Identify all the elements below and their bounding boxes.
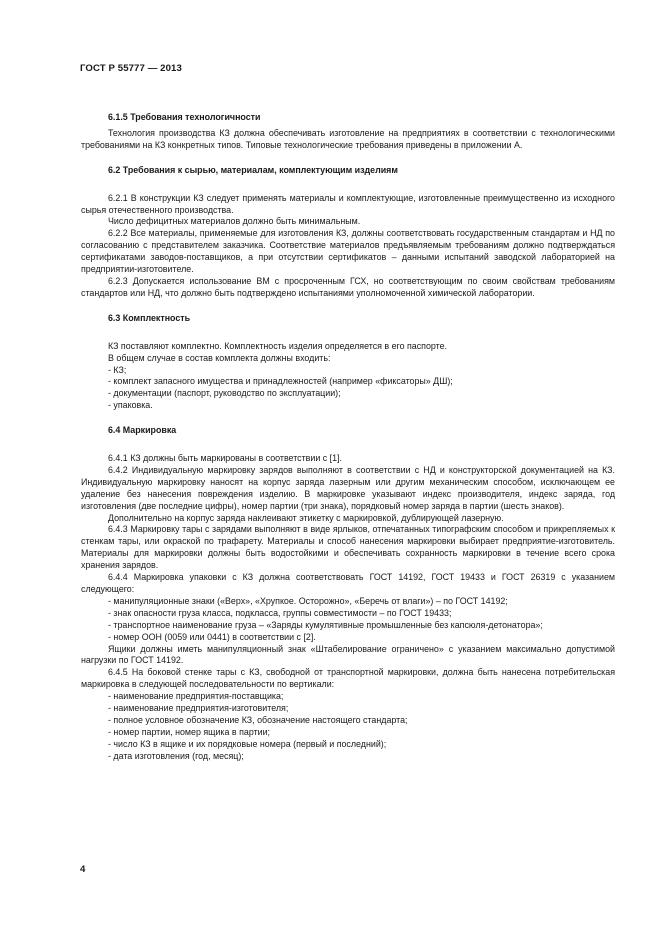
list-item: - КЗ;: [108, 364, 127, 375]
paragraph: 6.2.3 Допускается использование ВМ с просроченным ГСХ, но соответствующим по своим свойствам требованиям стандартов или НД, что должно быть подтверждено испытаниями уполномоченной химической лаборатории.: [81, 275, 615, 298]
paragraph: 6.2.2 Все материалы, применяемые для изготовления КЗ, должны соответствовать государственным стандартам и НД по согласованию с представителем заказчика. Соответствие материалов предъявляемым требованиям должно подтверждаться сертификатами заводов-поставщиков, а при отсутствии сертификатов – данными испытаний заводской лабораторией на предприятии-изготовителе.: [81, 228, 615, 275]
paragraph: Технология производства КЗ должна обеспечивать изготовление на предприятиях в соответствии с технологическими требованиями на КЗ конкретных типов. Типовые технологические требования приведены в приложении А.: [81, 127, 615, 150]
list-item: - наименование предприятия-поставщика;: [108, 691, 284, 702]
paragraph: 6.4.3 Маркировку тары с зарядами выполняют в виде ярлыков, отпечатанных типографским способом и прикрепляемых к стенкам тары, или окраской по трафарету. Материалы и способ нанесения маркировки выбирает предприятие-изготовитель. Материалы для маркировки должны быть водостойкими и обеспечивать сохранность маркировки в течение всего срока хранения зарядов.: [81, 524, 615, 571]
list-item: - число КЗ в ящике и их порядковые номера (первый и последний);: [108, 738, 387, 749]
paragraph: Число дефицитных материалов должно быть минимальным.: [108, 216, 361, 227]
paragraph: КЗ поставляют комплектно. Комплектность изделия определяется в его паспорте.: [108, 340, 448, 351]
paragraph: 6.4.5 На боковой стенке тары с КЗ, свободной от транспортной маркировки, должна быть нанесена потребительская маркировка в следующей последовательности по вертикали:: [81, 667, 615, 690]
list-item: - упаковка.: [108, 400, 153, 411]
list-item: - документации (паспорт, руководство по эксплуатации);: [108, 388, 341, 399]
list-item: - номер ООН (0059 или 0441) в соответствии с [2].: [108, 631, 316, 642]
paragraph: 6.4.1 КЗ должны быть маркированы в соответствии с [1].: [108, 453, 342, 464]
list-item: - номер партии, номер ящика в партии;: [108, 726, 271, 737]
paragraph: 6.4.4 Маркировка упаковки с КЗ должна соответствовать ГОСТ 14192, ГОСТ 19433 и ГОСТ 26319 с указанием следующего:: [81, 572, 615, 594]
document-header: ГОСТ Р 55777 — 2013: [80, 63, 182, 74]
list-item: - наименование предприятия-изготовителя;: [108, 703, 289, 714]
paragraph: Ящики должны иметь манипуляционный знак «Штабелирование ограничено» с указанием максимально допустимой нагрузки по ГОСТ 14192.: [81, 643, 615, 666]
list-item: - манипуляционные знаки («Верх», «Хрупкое. Осторожно», «Беречь от влаги») – по ГОСТ 14192;: [108, 595, 508, 606]
section-6-4-heading: 6.4 Маркировка: [108, 425, 177, 436]
list-item: - дата изготовления (год, месяц);: [108, 750, 244, 761]
section-6-2-heading: 6.2 Требования к сырью, материалам, комплектующим изделиям: [108, 164, 398, 175]
paragraph: 6.4.2 Индивидуальную маркировку зарядов выполняют в соответствии с НД и конструкторской документацией на КЗ. Индивидуальную маркировку наносят на корпус заряда лазерным или другим механическим способом, исключающем ее удаление без нанесения повреждения изделию. В маркировке указывают индекс производителя, индекс заряда, год изготовления (две последние цифры), номер партии (три знака), порядковый номер заряда в партии (шесть знаков).: [81, 464, 615, 511]
paragraph: 6.2.1 В конструкции КЗ следует применять материалы и комплектующие, изготовленные преимущественно из исходного сырья отечественного производства.: [81, 192, 615, 215]
list-item: - полное условное обозначение КЗ, обозначение настоящего стандарта;: [108, 714, 408, 725]
page-number: 4: [80, 864, 86, 875]
paragraph: В общем случае в состав комплекта должны входить:: [108, 352, 331, 363]
section-6-3-heading: 6.3 Комплектность: [108, 312, 191, 323]
document-body: [81, 112, 615, 763]
paragraph: Дополнительно на корпус заряда наклеивают этикетку с маркировкой, дублирующей лазерную.: [108, 512, 504, 523]
list-item: - знак опасности груза класса, подкласса, группы совместимости – по ГОСТ 19433;: [108, 607, 452, 618]
section-6-1-5-heading: 6.1.5 Требования технологичности: [108, 112, 261, 122]
list-item: - комплект запасного имущества и принадлежностей (например «фиксаторы» ДШ);: [108, 376, 453, 387]
list-item: - транспортное наименование груза – «Заряды кумулятивные промышленные без капсюля-детонатора»;: [108, 619, 543, 630]
